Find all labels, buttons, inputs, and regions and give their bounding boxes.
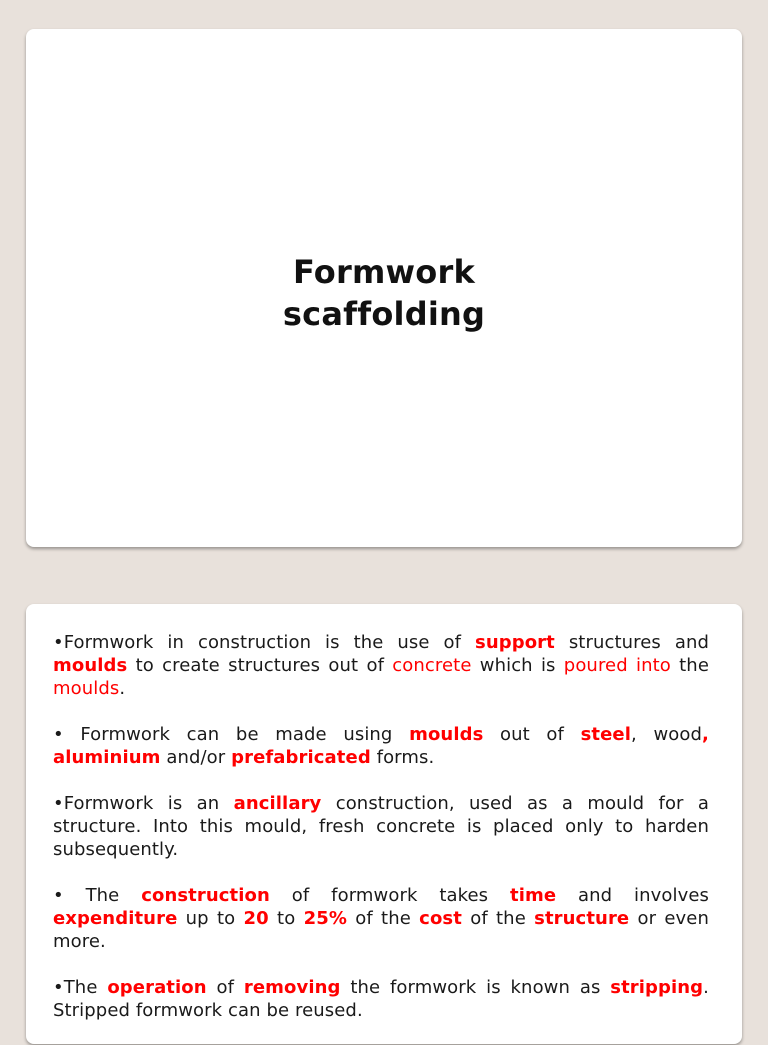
text-segment: • The [53, 885, 142, 906]
highlight-term: removing [243, 977, 341, 998]
text-segment: •Formwork is an [53, 793, 234, 814]
title-line-2: scaffolding [282, 295, 486, 333]
text-segment: of the [461, 908, 535, 929]
title-line-1: Formwork [293, 253, 475, 291]
slide-content [26, 604, 742, 1044]
text-segment: . Stripped formwork can be reused. [53, 977, 709, 1021]
highlight-term: aluminium [53, 747, 161, 768]
highlight-term: 25% [303, 908, 347, 929]
text-segment: of formwork takes [269, 885, 510, 906]
page-title [26, 251, 742, 335]
highlight-term: poured into [563, 655, 671, 676]
highlight-term: moulds [53, 678, 120, 699]
highlight-term: moulds [409, 724, 484, 745]
slide-title [26, 29, 742, 547]
highlight-term: moulds [53, 655, 128, 676]
bullet-paragraph [53, 792, 709, 861]
text-segment: the formwork is known as [340, 977, 611, 998]
highlight-term: structure [534, 908, 630, 929]
text-segment: of the [346, 908, 420, 929]
text-segment: and involves [556, 885, 709, 906]
highlight-term: cost [419, 908, 462, 929]
text-segment: to create structures out of [127, 655, 393, 676]
bullet-list [53, 631, 709, 1045]
highlight-term: ancillary [233, 793, 322, 814]
text-segment: to [268, 908, 304, 929]
text-segment: , wood [631, 724, 703, 745]
highlight-term: steel [580, 724, 632, 745]
bullet-paragraph [53, 976, 709, 1022]
highlight-term: time [510, 885, 557, 906]
text-segment: •The [53, 977, 108, 998]
bullet-paragraph [53, 884, 709, 953]
text-segment: and/or [160, 747, 232, 768]
highlight-term: support [475, 632, 555, 653]
text-segment: • Formwork can be made using [53, 724, 410, 745]
bullet-paragraph [53, 631, 709, 700]
text-segment: out of [483, 724, 581, 745]
text-segment: up to [177, 908, 244, 929]
highlight-term: construction [141, 885, 270, 906]
highlight-term: 20 [243, 908, 269, 929]
text-segment: the [670, 655, 709, 676]
highlight-term: operation [107, 977, 207, 998]
text-segment: construction, used as a mould for a structure. Into this mould, fresh concrete is placed only to harden subsequently. [53, 793, 710, 860]
highlight-term: stripping [610, 977, 704, 998]
highlight-term: expenditure [53, 908, 178, 929]
text-segment: which is [471, 655, 564, 676]
highlight-term: concrete [392, 655, 472, 676]
highlight-term: , [702, 724, 709, 745]
text-segment: . [119, 678, 126, 699]
text-segment: •Formwork in construction is the use of [53, 632, 475, 653]
highlight-term: prefabricated [231, 747, 371, 768]
text-segment: forms. [370, 747, 435, 768]
text-segment: of [206, 977, 244, 998]
bullet-paragraph [53, 723, 709, 769]
text-segment: structures and [554, 632, 710, 653]
text-segment: or even more. [53, 908, 709, 952]
